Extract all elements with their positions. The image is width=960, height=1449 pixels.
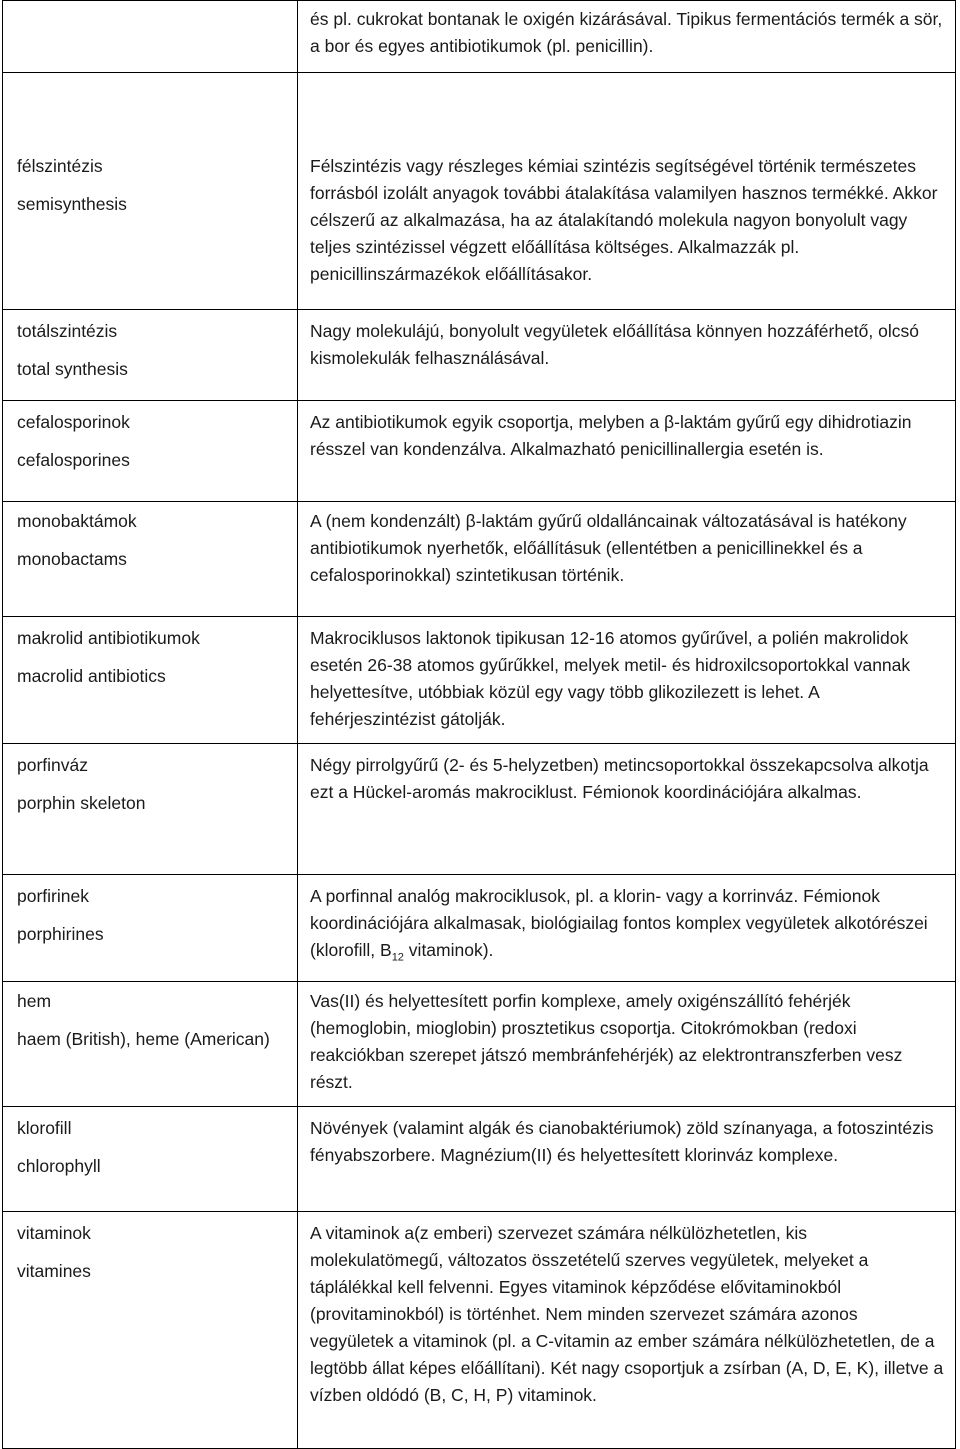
term-english: chlorophyll — [17, 1156, 101, 1176]
term-english: macrolid antibiotics — [17, 666, 166, 686]
definition-text: Nagy molekulájú, bonyolult vegyületek előállítása könnyen hozzáférhető, olcsó kismolekulák felhasználásával. — [310, 321, 919, 368]
definition-text: A (nem kondenzált) β-laktám gyűrű oldalláncainak változatásával is hatékony antibiotikumok nyerhetők, előállításuk (ellentétben a penicillinekkel és a cefalosporinokkal) szintetikusan történik. — [310, 511, 907, 585]
term-hungarian: félszintézis — [17, 156, 103, 176]
glossary-row-continuation — [3, 1, 956, 73]
term-english: total synthesis — [17, 359, 128, 379]
subscript-12: 12 — [391, 951, 404, 964]
definition-cell — [298, 73, 956, 310]
definition-cell — [298, 1107, 956, 1212]
glossary-row-porfirinek — [3, 875, 956, 982]
term-english: haem (British), heme (American) — [17, 1029, 270, 1049]
definition-cell — [298, 1212, 956, 1449]
glossary-row-hem — [3, 982, 956, 1107]
term-english: porphirines — [17, 924, 104, 944]
definition-cell — [298, 502, 956, 617]
term-hungarian: vitaminok — [17, 1223, 91, 1243]
term-english: cefalosporines — [17, 450, 130, 470]
definition-text: Makrociklusos laktonok tipikusan 12-16 atomos gyűrűvel, a polién makrolidok esetén 26-38 atomos gyűrűkkel, melyek metil- és hidroxilcsoportokkal vannak helyettesítve, utóbbiak közül egy vagy több glikozilezett is lehet. A fehérjeszintézist gátolják. — [310, 628, 911, 729]
glossary-row-felszintezis — [3, 73, 956, 310]
term-hungarian: hem — [17, 991, 52, 1011]
term-hungarian: totálszintézis — [17, 321, 118, 341]
term-cell — [3, 617, 298, 744]
definition-text: és pl. cukrokat bontanak le oxigén kizárásával. Tipikus fermentációs termék a sör, a bor és egyes antibiotikumok (pl. penicillin). — [310, 9, 943, 56]
term-hungarian: monobaktámok — [17, 511, 137, 531]
term-cell — [3, 1107, 298, 1212]
term-hungarian: cefalosporinok — [17, 412, 130, 432]
glossary-row-cefalosporinok — [3, 401, 956, 502]
glossary-row-klorofill — [3, 1107, 956, 1212]
term-hungarian: makrolid antibiotikumok — [17, 628, 200, 648]
term-cell — [3, 1, 298, 73]
term-cell — [3, 982, 298, 1107]
term-cell — [3, 310, 298, 401]
term-cell — [3, 1212, 298, 1449]
term-english: monobactams — [17, 549, 127, 569]
term-cell — [3, 875, 298, 982]
definition-cell — [298, 310, 956, 401]
definition-cell — [298, 617, 956, 744]
definition-text: Félszintézis vagy részleges kémiai szintézis segítségével történik természetes forrásból izolált anyagok további átalakítása valamilyen hasznos termékké. Akkor célszerű az alkalmazása, ha az átalakítandó molekula nagyon bonyolult vagy teljes szintézissel végzett előállítása költséges. Alkalmazzák pl. penicillinszármazékok előállításakor. — [310, 156, 938, 284]
definition-text: Az antibiotikumok egyik csoportja, melyben a β-laktám gyűrű egy dihidrotiazin résszel van kondenzálva. Alkalmazható penicillinallergia esetén is. — [310, 412, 912, 459]
definition-text-part: vitaminok). — [403, 940, 494, 960]
definition-text: Négy pirrolgyűrű (2- és 5-helyzetben) metincsoportokkal összekapcsolva alkotja ezt a Hückel-aromás makrociklust. Fémionok koordinációjára alkalmas. — [310, 755, 929, 802]
definition-text: Növények (valamint algák és cianobaktériumok) zöld színanyaga, a fotoszintézis fényabszorbere. Magnézium(II) és helyettesített klorinváz komplexe. — [310, 1118, 934, 1165]
glossary-row-totalszintezis — [3, 310, 956, 401]
glossary-row-monobaktamok — [3, 502, 956, 617]
glossary-table — [2, 0, 956, 1449]
definition-cell — [298, 1, 956, 73]
term-english: semisynthesis — [17, 194, 127, 214]
term-cell — [3, 73, 298, 310]
definition-text — [310, 883, 945, 964]
term-cell — [3, 401, 298, 502]
glossary-row-makrolid — [3, 617, 956, 744]
definition-cell — [298, 982, 956, 1107]
term-hungarian: porfinváz — [17, 755, 89, 775]
glossary-row-vitaminok — [3, 1212, 956, 1449]
definition-text: Vas(II) és helyettesített porfin komplexe, amely oxigénszállító fehérjék (hemoglobin, mioglobin) prosztetikus csoportja. Citokrómokban (redoxi reakciókban szerepet játszó membránfehérjék) az elektrontranszferben vesz részt. — [310, 991, 903, 1092]
definition-text: A vitaminok a(z emberi) szervezet számára nélkülözhetetlen, kis molekulatömegű, változatos összetételű szerves vegyületek, melyeket a táplálékkal kell felvenni. Egyes vitaminok képződése elővitaminokból (provitaminokból) is történhet. Nem minden szervezet számára azonos vegyületek a vitaminok (pl. a C-vitamin az ember számára nélkülözhetetlen, de a legtöbb állat képes előállítani). Két nagy csoportjuk a zsírban (A, D, E, K), illetve a vízben oldódó (B, C, H, P) vitaminok. — [310, 1223, 944, 1405]
term-hungarian: porfirinek — [17, 886, 89, 906]
definition-cell — [298, 744, 956, 875]
term-cell — [3, 744, 298, 875]
definition-cell — [298, 875, 956, 982]
definition-cell — [298, 401, 956, 502]
term-cell — [3, 502, 298, 617]
term-english: porphin skeleton — [17, 793, 146, 813]
term-hungarian: klorofill — [17, 1118, 72, 1138]
glossary-row-porfinvaz — [3, 744, 956, 875]
term-english: vitamines — [17, 1261, 91, 1281]
definition-text-part: A porfinnal analóg makrociklusok, pl. a klorin- vagy a korrinváz. Fémionok koordinációjára alkalmasak, biológiailag fontos komplex vegyületek alkotórészei (klorofill, B — [310, 886, 928, 960]
